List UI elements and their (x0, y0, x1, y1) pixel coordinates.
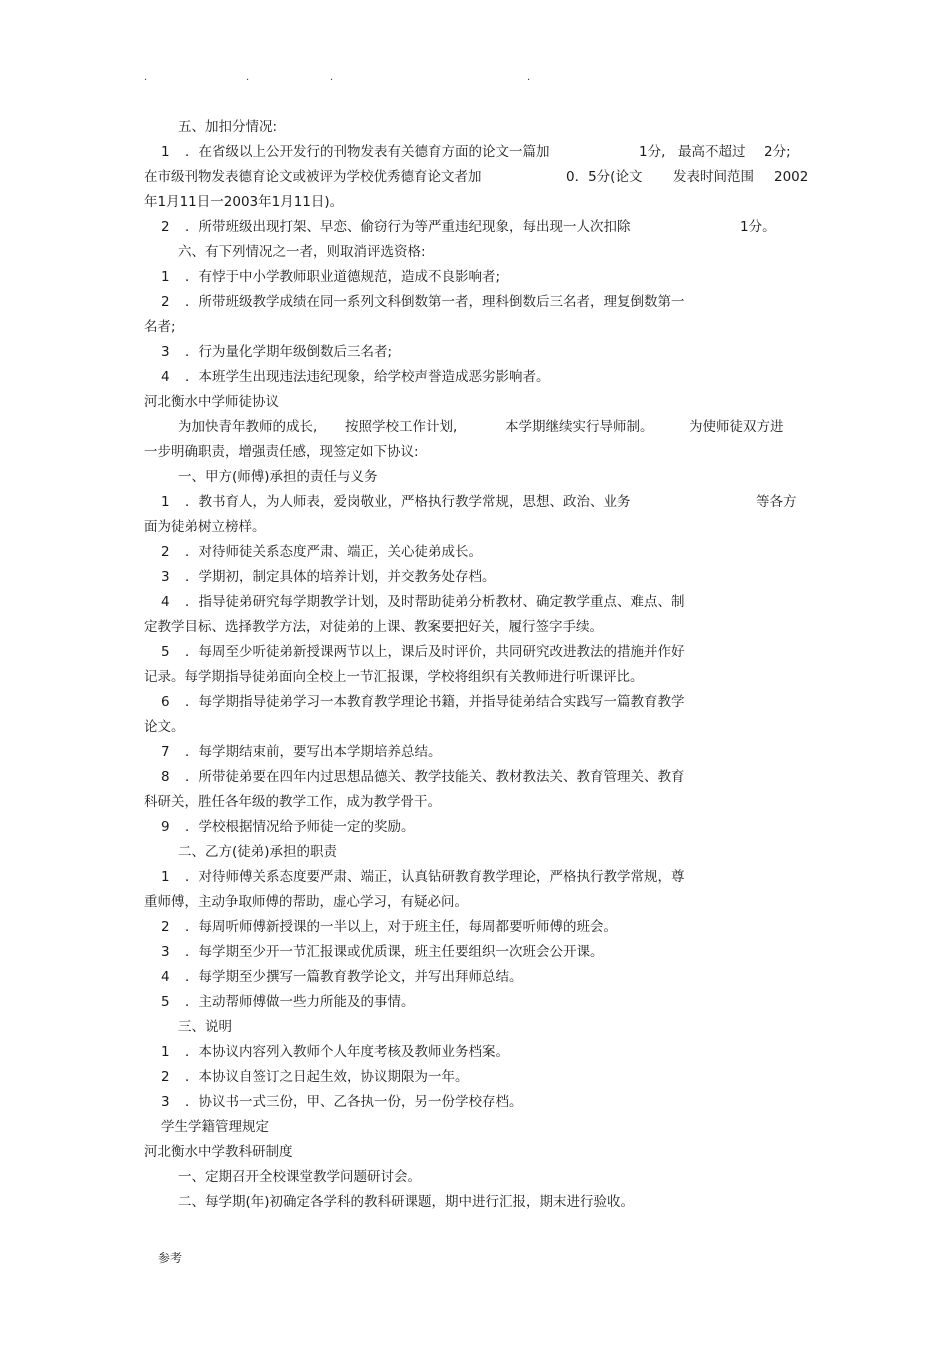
item-text: ．对待师傅关系态度要严肃、端正，认真钻研教育教学理论，严格执行教学常规，尊 (185, 869, 685, 885)
item-text: ．本班学生出现违法违纪现象，给学校声誉造成恶劣影响者。 (185, 369, 550, 385)
item-number: 1 (161, 144, 170, 160)
item-number: 3 (161, 569, 170, 585)
item-number: 1 (161, 269, 170, 285)
item-text: ．主动帮师傅做一些力所能及的事情。 (185, 994, 415, 1010)
item-number: 5 (161, 994, 170, 1010)
list-item-continuation: 名者; (144, 319, 176, 335)
item-number: 8 (161, 769, 170, 785)
item-text: ．有悖于中小学教师职业道德规范，造成不良影响者; (185, 269, 501, 285)
item-text: ．所带班级教学成绩在同一系列文科倒数第一者，理科倒数后三名者，理复倒数第一 (185, 294, 685, 310)
item-number: 1 (161, 494, 170, 510)
item-number: 1 (161, 1044, 170, 1060)
item-text: ．所带徒弟要在四年内过思想品德关、教学技能关、教材教法关、教育管理关、教育 (185, 769, 685, 785)
item-text: ．每周听师傅新授课的一半以上，对于班主任，每周都要听师傅的班会。 (185, 919, 617, 935)
item-text: ．行为量化学期年级倒数后三名者; (185, 344, 393, 360)
item-text: 等各方 (756, 494, 797, 510)
intro-text: 为加快青年教师的成长, (178, 419, 318, 435)
list-item-continuation: 论文。 (144, 719, 185, 735)
section-title: 学生学籍管理规定 (161, 1119, 269, 1135)
item-text: ．所带班级出现打架、早恋、偷窃行为等严重违纪现象，每出现一人次扣除 (185, 219, 631, 235)
item-number: 9 (161, 819, 170, 835)
agreement-title: 河北衡水中学师徒协议 (144, 394, 279, 410)
header-dot: . (527, 72, 531, 83)
intro-text: 为使师徒双方进 (689, 419, 784, 435)
item-text: 2002 (774, 169, 809, 185)
page-footer: 参考 (158, 1251, 183, 1265)
item-number: 2 (161, 219, 170, 235)
intro-text: 本学期继续实行导师制。 (505, 419, 654, 435)
item-text: ．每学期至少开一节汇报课或优质课，班主任要组织一次班会公开课。 (185, 944, 604, 960)
header-dot: . (144, 72, 148, 83)
list-item-continuation: 定教学目标、选择教学方法，对徒弟的上课、教案要把好关，履行签字手续。 (144, 619, 603, 635)
item-text: ．指导徒弟研究每学期教学计划，及时帮助徒弟分析教材、确定教学重点、难点、制 (185, 594, 685, 610)
item-number: 2 (161, 1069, 170, 1085)
item-text: ．每学期指导徒弟学习一本教育教学理论书籍，并指导徒弟结合实践写一篇教育教学 (185, 694, 685, 710)
item-text: ．本协议内容列入教师个人年度考核及教师业务档案。 (185, 1044, 509, 1060)
item-number: 4 (161, 594, 170, 610)
item-text: ．本协议自签订之日起生效，协议期限为一年。 (185, 1069, 469, 1085)
item-text: 发表时间范围 (673, 169, 754, 185)
item-number: 5 (161, 644, 170, 660)
list-item-continuation: 科研关，胜任各年级的教学工作，成为教学骨干。 (144, 794, 441, 810)
item-text: ．教书育人，为人师表，爱岗敬业，严格执行教学常规，思想、政治、业务 (185, 494, 631, 510)
item-text: 0．5分(论文 (566, 169, 643, 185)
part-title: 三、说明 (178, 1019, 232, 1035)
item-number: 3 (161, 944, 170, 960)
item-number: 4 (161, 369, 170, 385)
list-item-continuation: 记录。每学期指导徒弟面向全校上一节汇报课，学校将组织有关教师进行听课评比。 (144, 669, 644, 685)
section-title: 五、加扣分情况: (178, 119, 278, 135)
item-text: ．对待师徒关系态度严肃、端正，关心徒弟成长。 (185, 544, 482, 560)
section-title: 六、有下列情况之一者，则取消评选资格: (178, 244, 426, 260)
section-title: 河北衡水中学教科研制度 (144, 1144, 293, 1160)
header-dot: . (246, 72, 250, 83)
item-number: 2 (161, 544, 170, 560)
item-text: ．学期初，制定具体的培养计划，并交教务处存档。 (185, 569, 496, 585)
agreement-intro-continuation: 一步明确职责，增强责任感，现签定如下协议: (144, 444, 419, 460)
item-text: ．每学期结束前，要写出本学期培养总结。 (185, 744, 442, 760)
part-title: 二、乙方(徒弟)承担的职责 (178, 844, 338, 860)
item-text: ．协议书一式三份，甲、乙各执一份，另一份学校存档。 (185, 1094, 523, 1110)
list-item: 二、每学期(年)初确定各学科的教科研课题，期中进行汇报，期末进行验收。 (178, 1194, 635, 1210)
item-text: 1分, (639, 144, 666, 160)
part-title: 一、甲方(师傅)承担的责任与义务 (178, 469, 378, 485)
item-number: 3 (161, 344, 170, 360)
item-text: 最高不超过 (678, 144, 746, 160)
item-number: 1 (161, 869, 170, 885)
item-number: 3 (161, 1094, 170, 1110)
item-text: ．每周至少听徒弟新授课两节以上，课后及时评价，共同研究改进教法的措施并作好 (185, 644, 685, 660)
item-text: ．在省级以上公开发行的刊物发表有关德育方面的论文一篇加 (185, 144, 550, 160)
list-item-continuation: 年1月11日一2003年1月11日)。 (144, 194, 344, 210)
item-number: 2 (161, 294, 170, 310)
item-number: 6 (161, 694, 170, 710)
item-text: 1分。 (740, 219, 776, 235)
list-item-continuation: 面为徒弟树立榜样。 (144, 519, 266, 535)
intro-text: 按照学校工作计划, (345, 419, 458, 435)
item-number: 7 (161, 744, 170, 760)
list-item-continuation: 重师傅，主动争取师傅的帮助，虚心学习，有疑必问。 (144, 894, 468, 910)
item-number: 2 (161, 919, 170, 935)
item-text: 在市级刊物发表德育论文或被评为学校优秀德育论文者加 (144, 169, 482, 185)
item-text: ．每学期至少撰写一篇教育教学论文，并写出拜师总结。 (185, 969, 523, 985)
item-number: 4 (161, 969, 170, 985)
item-text: 2分; (764, 144, 791, 160)
list-item: 一、定期召开全校课堂教学问题研讨会。 (178, 1169, 421, 1185)
header-dot: . (330, 72, 334, 83)
item-text: ．学校根据情况给予师徒一定的奖励。 (185, 819, 415, 835)
